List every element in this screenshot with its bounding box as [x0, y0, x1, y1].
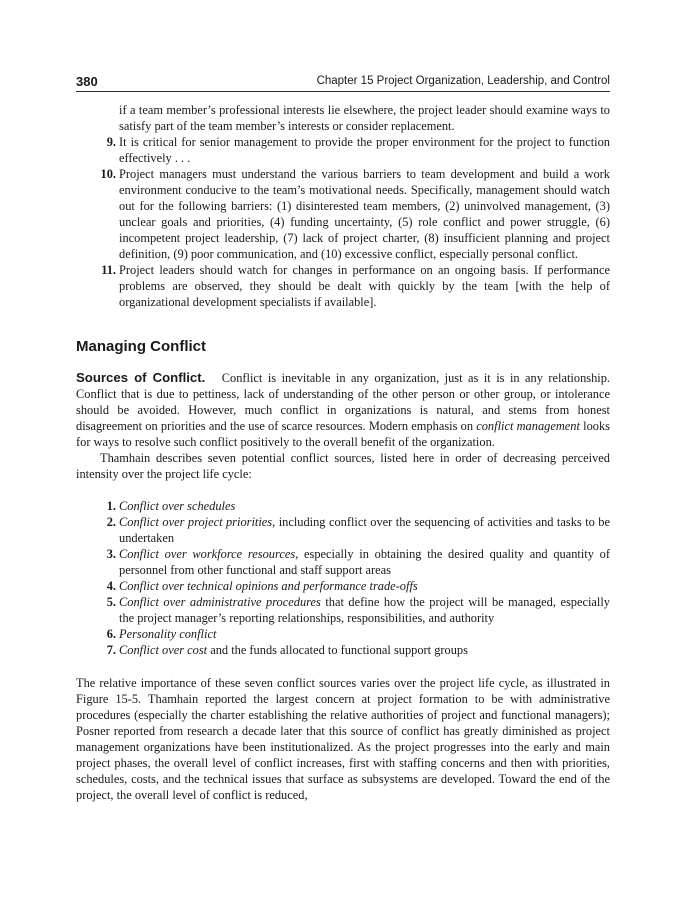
section-heading: Managing Conflict	[76, 338, 206, 355]
list-item	[76, 134, 610, 166]
item-title: Personality conflict	[119, 627, 217, 641]
list-item	[76, 578, 610, 594]
item-text: Project managers must understand the various barriers to team development and build a work environment conducive to the team’s motivational needs. Specifically, management should watch out for the following barriers: (1) disinterested team members, (2) uninvolved management, (3) unclear goals and priorities, (4) funding uncertainty, (5) role conflict and power struggle, (6) incompetent project leadership, (7) lack of project charter, (8) insufficient planning and project definition, (9) poor communication, and (10) excessive conflict, especially personal conflict.	[119, 167, 610, 261]
item-text: that define how the project will be managed, especially the project manager’s reporting relationships, responsibilities, and authority	[119, 595, 610, 625]
conflict-sources-list	[76, 498, 610, 658]
list-item	[76, 514, 610, 546]
item-title: Conflict over workforce resources	[119, 547, 296, 561]
item-title: Conflict over administrative procedures	[119, 595, 321, 609]
running-header	[76, 74, 610, 90]
item-text: , including conflict over the sequencing of activities and tasks to be undertaken	[119, 515, 610, 545]
chapter-title: Chapter 15 Project Organization, Leadership, and Control	[316, 75, 610, 87]
item-number: 7.	[106, 643, 116, 657]
item-text: and the funds allocated to functional support groups	[207, 643, 468, 657]
item-number: 10.	[100, 167, 116, 181]
item-number: 4.	[106, 579, 116, 593]
list-item	[76, 546, 610, 578]
item-text: Project leaders should watch for changes in performance on an ongoing basis. If performance problems are observed, they should be dealt with quickly by the team [with the help of organizational development specialists if available].	[119, 263, 610, 309]
paragraph: Thamhain describes seven potential conflict sources, listed here in order of decreasing perceived intensity over the project life cycle:	[76, 451, 610, 481]
paragraph	[76, 370, 610, 450]
page-number: 380	[76, 74, 98, 89]
list-item	[76, 642, 610, 658]
paragraph-text: Conflict is inevitable in any organization, just as it is in any relationship. Conflict that is due to pettiness, lack of understanding of the other person or other group, or intolerance should be avoided. However, much conflict in organizations is natural, and stems from honest disagreement on priorities and the use of scarce resources. Modern emphasis on	[76, 371, 611, 433]
item-title: Conflict over technical opinions and performance trade-offs	[119, 579, 418, 593]
list-item	[76, 594, 610, 626]
item-number: 6.	[106, 627, 116, 641]
item-number: 3.	[106, 547, 116, 561]
item-number: 9.	[106, 135, 116, 149]
item-number: 2.	[106, 515, 116, 529]
item-text: It is critical for senior management to provide the proper environment for the project to function effectively . . .	[119, 135, 610, 165]
list-item	[76, 262, 610, 310]
item-number: 11.	[101, 263, 116, 277]
item-title: Conflict over cost	[119, 643, 208, 657]
continued-list-item: if a team member’s professional interests lie elsewhere, the project leader should examine ways to satisfy part of the team member’s interests or consider replacement.	[119, 103, 610, 133]
item-title: Conflict over schedules	[119, 499, 236, 513]
item-title: Conflict over project priorities	[119, 515, 273, 529]
body-text	[76, 102, 610, 803]
list-item	[76, 498, 610, 514]
list-item	[76, 626, 610, 642]
item-text: , especially in obtaining the desired quality and quantity of personnel from other functional and staff support areas	[119, 547, 611, 577]
list-item	[76, 166, 610, 262]
header-rule	[76, 91, 610, 92]
subsection-heading: Sources of Conflict.	[76, 370, 206, 385]
paragraph: The relative importance of these seven conflict sources varies over the project life cycle, as illustrated in Figure 15-5. Thamhain reported the largest concern at project formation to be with administrative procedures (especially the charter establishing the relative authorities of project and functional managers); Posner reported from research a decade later that this source of conflict has greatly diminished as project management organizations have been institutionalized. As the project progresses into the early and main project phases, the overall level of conflict increases, first with staffing concerns and then with priorities, schedules, costs, and the technical issues that surface as subsystems are developed. Toward the end of the project, the overall level of conflict is reduced,	[76, 676, 610, 802]
item-number: 5.	[106, 595, 116, 609]
emphasis-term: conflict management	[476, 419, 580, 433]
recommendations-list	[76, 134, 610, 310]
paragraph-text: looks for ways to resolve such conflict positively to the overall benefit of the organization.	[76, 419, 611, 449]
item-number: 1.	[106, 499, 116, 513]
